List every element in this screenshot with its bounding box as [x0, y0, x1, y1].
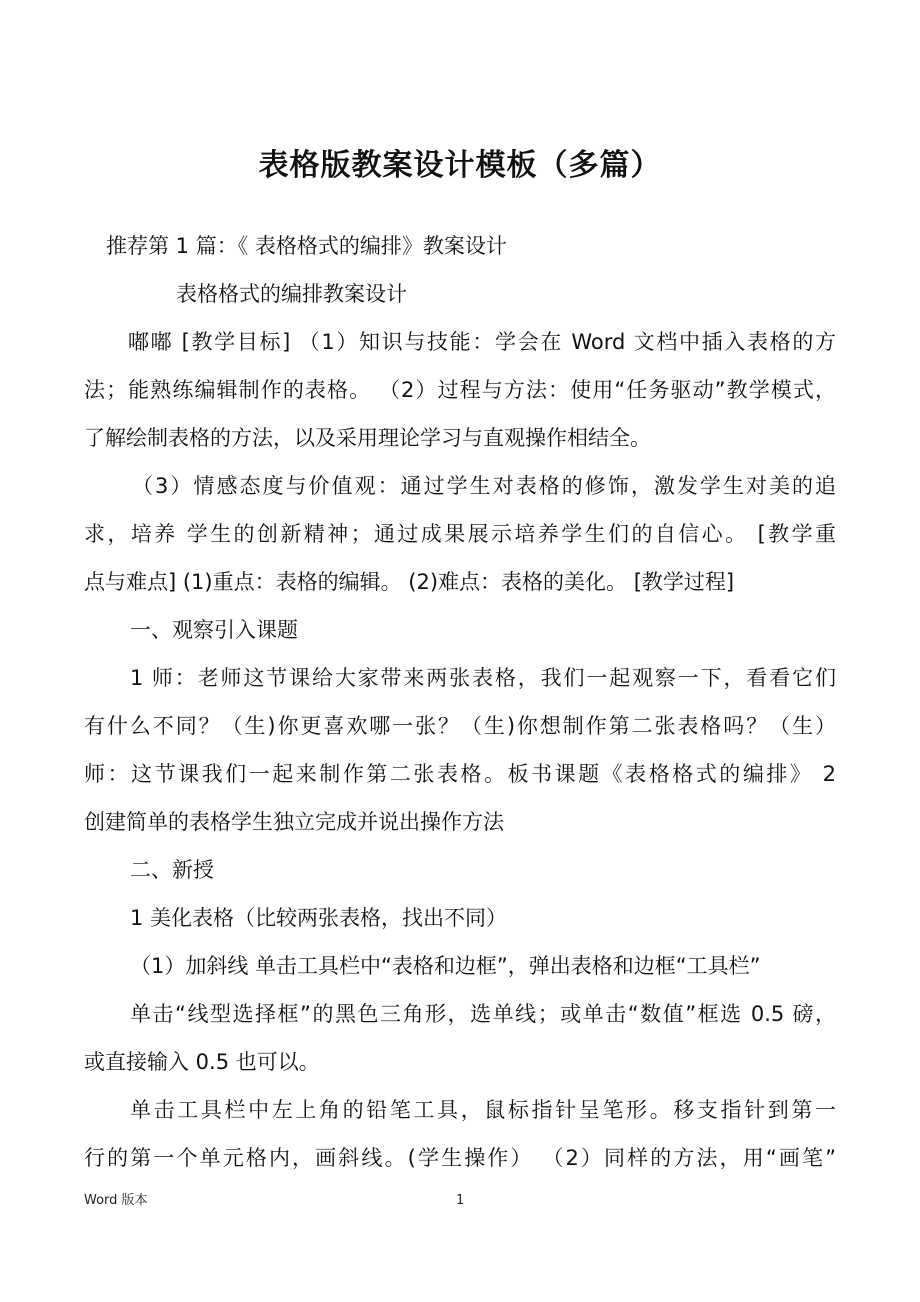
document-title: 表格版教案设计模板（多篇）	[258, 148, 662, 183]
subheading-beautify	[130, 894, 730, 942]
text-line: 单击工具栏中左上角的铅笔工具，鼠标指针呈笔形。移支指针到第一	[130, 1098, 836, 1122]
section-heading-2	[130, 846, 730, 894]
text-line: 求，培养 学生的创新精神；通过成果展示培养学生们的自信心。 [教学重	[84, 522, 836, 546]
text-line: 嘟嘟 [教学目标] （1）知识与技能：学会在 Word 文档中插入表格的方	[128, 330, 836, 354]
text-line: 法；能熟练编辑制作的表格。 （2）过程与方法：使用“任务驱动”教学模式，	[84, 378, 836, 402]
paragraph-line-type	[84, 990, 836, 1086]
paragraph-pencil	[84, 1086, 836, 1182]
paragraph-teacher	[84, 654, 836, 846]
paragraph-emotion	[84, 462, 836, 606]
text-line: （3）情感态度与价值观：通过学生对表格的修饰，激发学生对美的追	[132, 474, 836, 498]
text-line: 二、新授	[130, 858, 214, 882]
page-number: 1	[456, 1193, 465, 1208]
text-line: 表格格式的编排教案设计	[176, 282, 407, 306]
section-heading-1	[130, 606, 730, 654]
step-add-diagonal	[130, 942, 836, 990]
text-line: 行的第一个单元格内，画斜线。(学生操作） （2）同样的方法，用“画笔”	[84, 1146, 836, 1170]
text-line: 有什么不同？（生)你更喜欢哪一张？（生)你想制作第二张表格吗？（生）	[84, 714, 836, 738]
section-subtitle	[176, 270, 776, 318]
text-line: 推荐第 1 篇：《 表格格式的编排》教案设计	[106, 234, 507, 258]
text-line: 点与难点] (1)重点：表格的编辑。 (2)难点：表格的美化。 [教学过程]	[84, 570, 735, 594]
footer-label: Word 版本	[84, 1193, 148, 1208]
paragraph-objectives	[84, 318, 836, 462]
text-line: （1）加斜线 单击工具栏中“表格和边框”，弹出表格和边框“工具栏”	[130, 954, 761, 978]
text-line: 一、观察引入课题	[130, 618, 298, 642]
text-line: 了解绘制表格的方法，以及采用理论学习与直观操作相结全。	[84, 426, 651, 450]
text-line: 1 师：老师这节课给大家带来两张表格，我们一起观察一下，看看它们	[130, 666, 836, 690]
text-line: 创建简单的表格学生独立完成并说出操作方法	[84, 810, 504, 834]
text-line: 1 美化表格（比较两张表格，找出不同）	[130, 906, 508, 930]
recommend-heading	[106, 222, 806, 270]
text-line: 单击“线型选择框”的黑色三角形，选单线；或单击“数值”框选 0.5 磅，	[130, 1002, 836, 1026]
text-line: 师：这节课我们一起来制作第二张表格。板书课题《表格格式的编排》 2	[84, 762, 836, 786]
text-line: 或直接输入 0.5 也可以。	[84, 1050, 320, 1074]
